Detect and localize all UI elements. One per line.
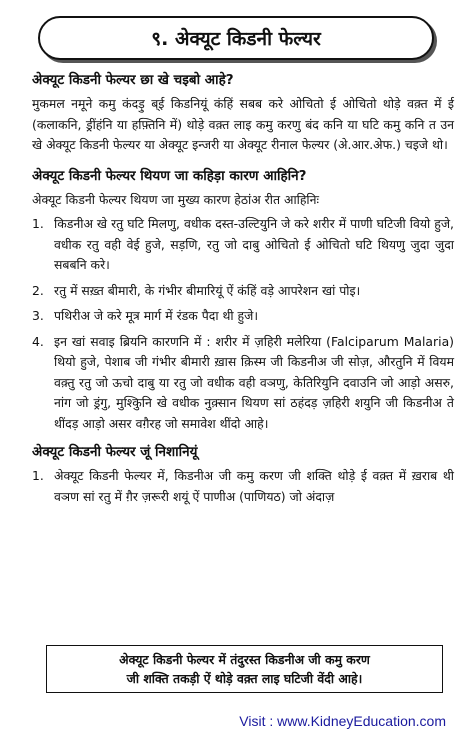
list-number: 1. bbox=[32, 468, 44, 483]
section-heading-symptoms: अेक्यूट किडनी फेल्यर जूं निशानियूं bbox=[32, 444, 198, 460]
list-text: अेक्यूट किडनी फेल्यर में, किडनीअ जी कमु करण जी शक्ति थोड़े ई वक़्त में ख़राब थी वञण सां रतु में ग़ैर ज़रूरी शयूं ऐं पाणीअ (पाणियठ) जो अंदाज़ bbox=[54, 468, 454, 504]
list-number: 2. bbox=[32, 282, 44, 298]
list-item bbox=[32, 332, 454, 435]
key-point-line-1: अेक्यूट किडनी फेल्यर में तंदुरस्त किडनीअ जी कमु करण bbox=[119, 652, 370, 667]
definition-paragraph: मुकमल नमूने कमु कंदड़ु ब्ई किडनियूं कंहिं सबब करे ओचितो ई ओचितो थोड़े वक़्त में ई (कलाकनि, ड्रींहंनि या हफ़्तिनि में) थोड़े वक़्त लाइ कमु करणु बंद कनि या घटि कमु कनि त उन खे अेक्यूट किडनी फेल्यर या अेक्यूट इन्जरी या अेक्यूट रीनाल फेल्यर (अे.आर.अेफ.) चइजे थो। bbox=[32, 96, 454, 152]
list-item bbox=[32, 466, 454, 507]
key-point-line-2: जी शक्ति तकड़ी ऐं थोड़े वक़्त लाइ घटिजी वेंदी आहे। bbox=[126, 671, 363, 686]
list-text: किडनीअ खे रतु घटि मिलणु, वधीक दस्त-उल्टियुनि जे करे शरीर में पाणी घटिजी वियो हुजे, वधीक रतु वही वेई हुजे, सड़णि, रतु जो दाबु ओचितो ई ओचितो घटि थियणु जुदा जुदा सबबनि करे। bbox=[54, 216, 454, 272]
list-number: 4. bbox=[32, 333, 44, 349]
section-heading-what-is: अेक्यूट किडनी फेल्यर छा खे चइबो आहे? bbox=[32, 72, 234, 88]
list-item bbox=[32, 281, 454, 302]
website-link[interactable]: Visit : www.KidneyEducation.com bbox=[239, 713, 446, 729]
list-number: 3. bbox=[32, 308, 44, 323]
section-heading-causes: अेक्यूट किडनी फेल्यर थियण जा कहिड़ा कारण आहिनि? bbox=[32, 167, 307, 184]
list-text: इन खां सवाइ ब्रियनि कारणनि में : शरीर में ज़हिरी मलेरिया (Falciparum Malaria) थियो हुजे, पेशाब जी गंभीर बीमारी ख़ास क़िस्म जी किडनीअ जी सोज़, औरतुनि में वियम वक़्तु रतु जो ऊचो दाबु या रतु जो वधीक वही वञणु, केतिरियुनि दवाउनि जो आड़ो असरु, नांग जो ड्रंगु, मुश्किुनि खे वधीक नुक़्सान थियण सां ठहंदड़ ज़हिरी शयुनि जी किडनीअ ते थींदड़ आड़ो असर वग़ैरह जो समावेश थींदो आहे। bbox=[54, 333, 454, 431]
main-content bbox=[32, 70, 454, 507]
causes-list bbox=[32, 214, 454, 434]
key-point-box bbox=[46, 645, 443, 693]
symptoms-list bbox=[32, 466, 454, 507]
list-number: 1. bbox=[32, 216, 44, 231]
list-item bbox=[32, 306, 454, 327]
list-text: पथिरीअ जे करे मूत्र मार्ग में रंडक पैदा थी हुजे। bbox=[54, 308, 259, 323]
list-item bbox=[32, 214, 454, 276]
list-text: रतु में सख़्त बीमारी, के गंभीर बीमारियूं ऐं कंहिं वड़े आपरेशन खां पोइ। bbox=[54, 282, 361, 298]
page-title: ९. अेक्यूट किडनी फेल्यर bbox=[38, 16, 434, 60]
causes-intro: अेक्यूट किडनी फेल्यर थियण जा मुख्य कारण हेठांअ रीत आहिनिः bbox=[32, 191, 319, 207]
